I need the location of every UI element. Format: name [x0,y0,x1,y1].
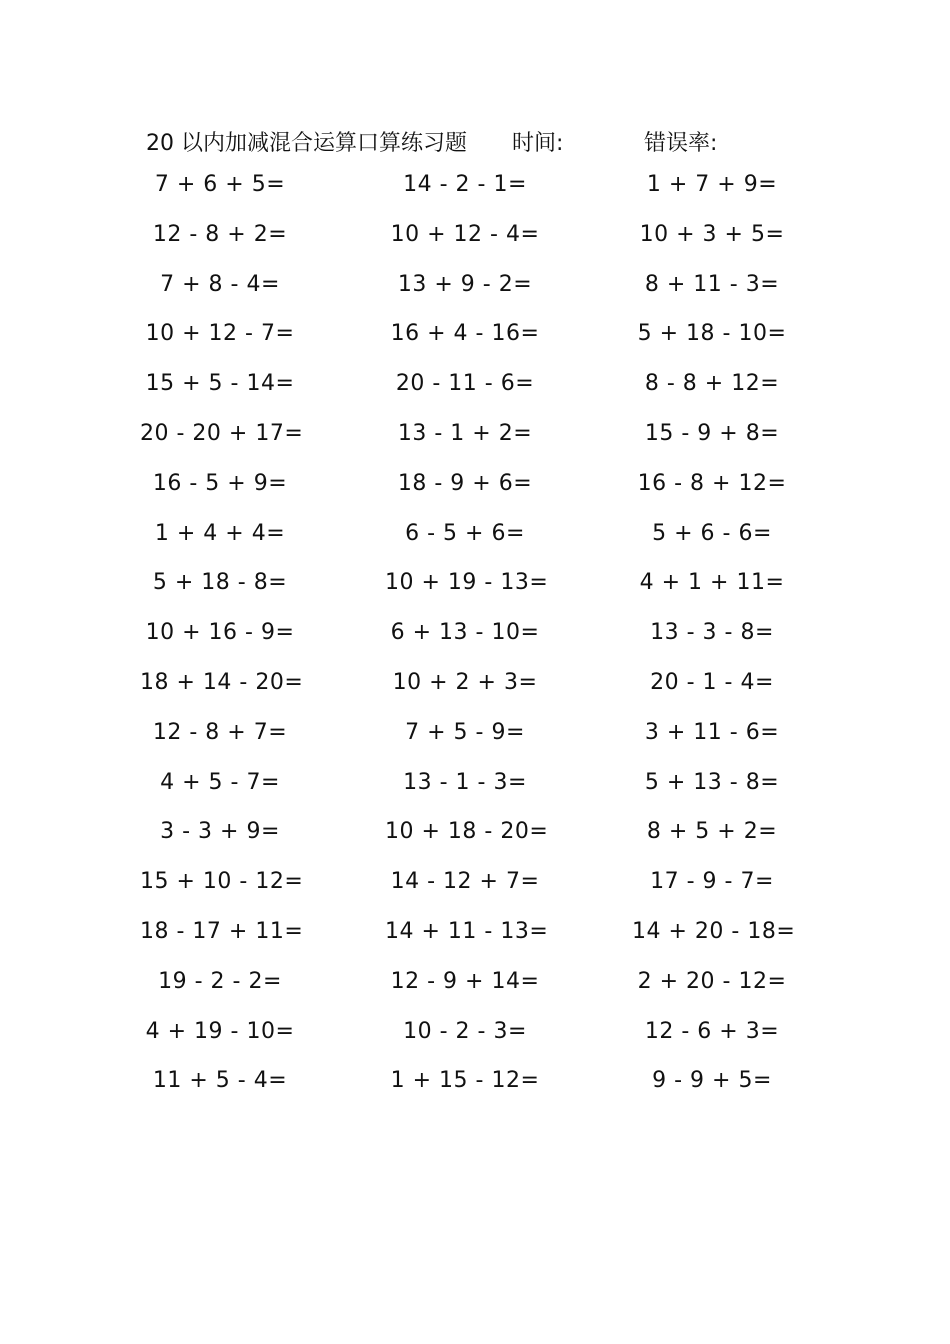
problem-expression: 20 - 11 - 6= [395,371,535,397]
problem-expression: 1 + 4 + 4= [154,520,286,546]
problem-row [0,1068,950,1106]
problem-row [0,620,950,658]
problem-row [0,670,950,708]
problem-expression: 10 + 3 + 5= [639,221,785,247]
problem-expression: 13 - 1 - 3= [403,769,527,795]
problem-expression: 14 + 20 - 18= [632,919,796,944]
problem-expression: 9 - 9 + 5= [652,1068,772,1094]
problem-expression: 6 - 5 + 6= [405,520,525,546]
problem-expression: 18 - 17 + 11= [140,919,304,944]
problem-expression: 19 - 2 - 2= [158,968,282,994]
problem-expression: 14 - 12 + 7= [390,869,540,895]
problem-expression: 15 + 10 - 12= [140,869,304,895]
problem-expression: 13 + 9 - 2= [397,271,533,297]
problem-expression: 7 + 6 + 5= [154,172,286,197]
problem-row [0,969,950,1007]
problem-expression: 8 - 8 + 12= [644,371,780,397]
problem-expression: 20 - 1 - 4= [650,670,774,695]
problem-row [0,570,950,608]
problem-expression: 13 - 3 - 8= [650,620,774,646]
problem-expression: 10 + 16 - 9= [145,620,295,646]
problem-expression: 3 + 11 - 6= [644,719,780,745]
problem-expression: 16 + 4 - 16= [390,321,540,347]
problem-row [0,321,950,359]
problem-expression: 8 + 11 - 3= [644,271,780,297]
problem-expression: 20 - 20 + 17= [140,421,304,446]
problem-row [0,172,950,210]
problem-expression: 12 - 8 + 2= [152,221,288,247]
problem-row [0,720,950,758]
problem-expression: 4 + 5 - 7= [160,769,280,795]
problem-expression: 10 + 12 - 4= [390,221,540,247]
problem-expression: 16 - 5 + 9= [152,470,288,496]
problem-expression: 10 + 12 - 7= [145,321,295,347]
worksheet-title: 20 以内加减混合运算口算练习题 [146,131,467,156]
problem-expression: 16 - 8 + 12= [637,470,787,496]
problem-expression: 4 + 19 - 10= [145,1018,295,1044]
problem-row [0,222,950,260]
problem-expression: 5 + 13 - 8= [644,769,780,795]
problem-expression: 15 + 5 - 14= [145,371,295,397]
problem-expression: 5 + 18 - 8= [152,570,288,596]
problem-expression: 12 - 8 + 7= [152,719,288,745]
problem-expression: 6 + 13 - 10= [390,620,540,646]
problem-row [0,371,950,409]
problem-expression: 18 - 9 + 6= [397,470,533,496]
problem-expression: 1 + 7 + 9= [646,172,778,197]
problem-expression: 14 + 11 - 13= [385,919,549,944]
problem-row [0,421,950,459]
problem-expression: 10 + 18 - 20= [385,819,549,845]
problem-expression: 14 - 2 - 1= [403,172,527,197]
problem-row [0,770,950,808]
problem-expression: 5 + 6 - 6= [652,520,772,546]
error-rate-label: 错误率: [644,131,718,156]
problem-expression: 7 + 5 - 9= [405,719,525,745]
problem-expression: 1 + 15 - 12= [390,1068,540,1094]
problem-expression: 4 + 1 + 11= [639,570,785,596]
problem-expression: 10 + 19 - 13= [385,570,549,596]
problem-row [0,272,950,310]
problem-expression: 8 + 5 + 2= [646,819,778,845]
problem-row [0,521,950,559]
problem-expression: 12 - 9 + 14= [390,968,540,994]
problem-row [0,471,950,509]
problem-row [0,869,950,907]
problem-expression: 13 - 1 + 2= [397,421,533,446]
problem-row [0,1019,950,1057]
problem-expression: 7 + 8 - 4= [160,271,280,297]
problem-expression: 17 - 9 - 7= [650,869,774,895]
problem-expression: 15 - 9 + 8= [644,421,780,446]
problem-row [0,919,950,957]
problem-expression: 2 + 20 - 12= [637,968,787,994]
problem-row [0,819,950,857]
problem-expression: 12 - 6 + 3= [644,1018,780,1044]
problem-expression: 18 + 14 - 20= [140,670,304,695]
problem-expression: 3 - 3 + 9= [160,819,280,845]
problem-expression: 5 + 18 - 10= [637,321,787,347]
problem-expression: 10 + 2 + 3= [392,670,538,695]
problem-expression: 11 + 5 - 4= [152,1068,288,1094]
time-label: 时间: [512,131,564,156]
problem-expression: 10 - 2 - 3= [403,1018,527,1044]
